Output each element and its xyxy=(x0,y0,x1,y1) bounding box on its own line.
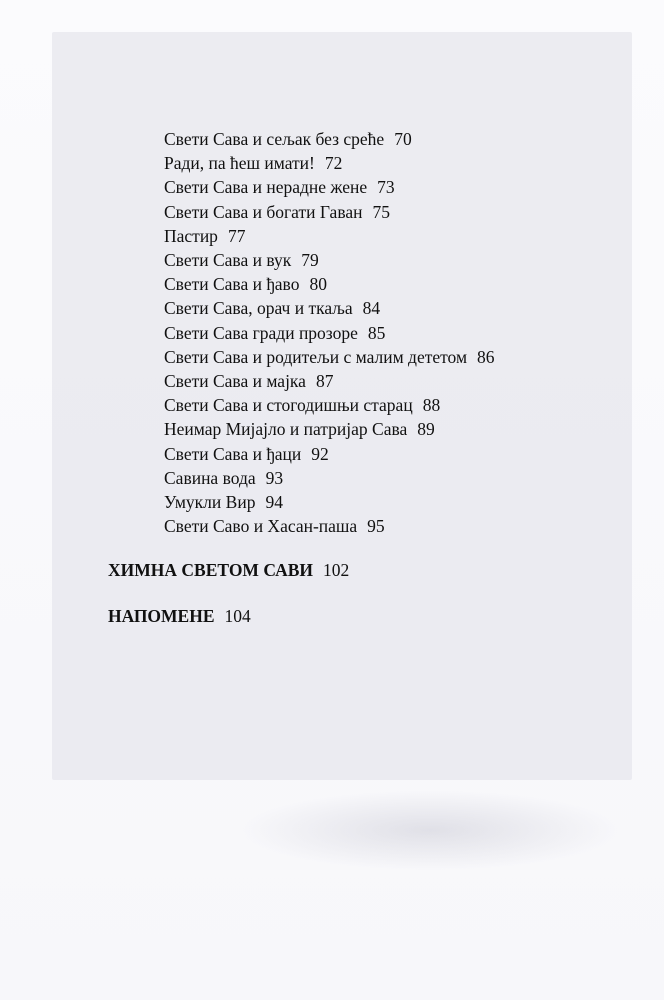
toc-entry xyxy=(164,514,495,538)
toc-entry-title: Свети Саво и Хасан-паша xyxy=(164,516,358,537)
toc-entry-title: Свети Сава, орач и ткаља xyxy=(164,298,353,319)
toc-entry-title: Умукли Вир xyxy=(164,492,256,513)
toc-entry-page: 75 xyxy=(372,201,390,222)
toc-entry-page: 84 xyxy=(362,298,381,319)
toc-entry-page: 73 xyxy=(377,177,395,198)
toc-entry-title: Свети Сава и родитељи с малим дететом xyxy=(164,346,468,367)
toc-entry xyxy=(164,466,495,490)
toc-entry xyxy=(164,296,495,320)
toc-entry xyxy=(164,200,495,224)
toc-entry xyxy=(164,151,495,175)
toc-entry-page: 94 xyxy=(265,492,283,513)
toc-entry-title: Свети Сава и богати Гаван xyxy=(164,201,363,222)
toc-entry-page: 79 xyxy=(301,250,319,271)
toc-entry-title: Свети Сава и ђаци xyxy=(164,443,302,464)
toc-entry-title: Свети Сава и вук xyxy=(164,250,292,271)
toc-entry-title: Свети Сава и ђаво xyxy=(164,274,300,295)
table-of-contents xyxy=(164,127,495,538)
toc-entry xyxy=(164,175,495,199)
toc-entry-page: 93 xyxy=(265,467,284,488)
toc-entry xyxy=(164,127,495,151)
toc-entry-title: Свети Сава и стогодишњи старац xyxy=(164,395,413,416)
toc-entry xyxy=(164,248,495,272)
toc-entry-page: 95 xyxy=(367,516,385,537)
toc-entry-title: Неимар Мијајло и патријар Сава xyxy=(164,419,408,440)
section-page: 102 xyxy=(323,560,350,580)
toc-entry-page: 92 xyxy=(311,443,329,464)
toc-entry-title: Пастир xyxy=(164,225,218,246)
toc-entry-page: 70 xyxy=(394,129,412,149)
toc-entry-page: 77 xyxy=(227,225,246,246)
toc-entry xyxy=(164,393,495,417)
toc-entry-page: 88 xyxy=(422,395,441,416)
toc-entry xyxy=(164,224,495,248)
toc-entry xyxy=(164,272,495,296)
toc-entry-page: 85 xyxy=(367,322,386,343)
toc-entry-title: Свети Сава и сељак без среће xyxy=(164,129,385,149)
toc-entry-title: Свети Сава и нерадне жене xyxy=(164,177,368,198)
toc-entry xyxy=(164,369,495,393)
toc-entry xyxy=(164,345,495,369)
section-heading-notes xyxy=(108,606,251,627)
toc-entry-page: 87 xyxy=(315,371,334,392)
section-page: 104 xyxy=(224,606,251,626)
toc-entry xyxy=(164,442,495,466)
toc-entry xyxy=(164,417,495,441)
toc-entry-page: 86 xyxy=(477,346,495,367)
toc-entry-title: Свети Сава гради прозоре xyxy=(164,322,358,343)
section-title: ХИМНА СВЕТОМ САВИ xyxy=(108,560,314,580)
toc-entry-title: Свети Сава и мајка xyxy=(164,371,306,392)
toc-entry-title: Ради, па ћеш имати! xyxy=(164,153,315,174)
section-title: НАПОМЕНЕ xyxy=(108,606,215,626)
toc-entry-page: 80 xyxy=(309,274,327,295)
toc-entry-page: 89 xyxy=(417,419,435,440)
section-heading-hymn xyxy=(108,560,349,581)
toc-entry xyxy=(164,490,495,514)
bleed-through-text xyxy=(240,790,620,870)
toc-entry xyxy=(164,321,495,345)
toc-entry-page: 72 xyxy=(324,153,343,174)
toc-entry-title: Савина вода xyxy=(164,467,256,488)
